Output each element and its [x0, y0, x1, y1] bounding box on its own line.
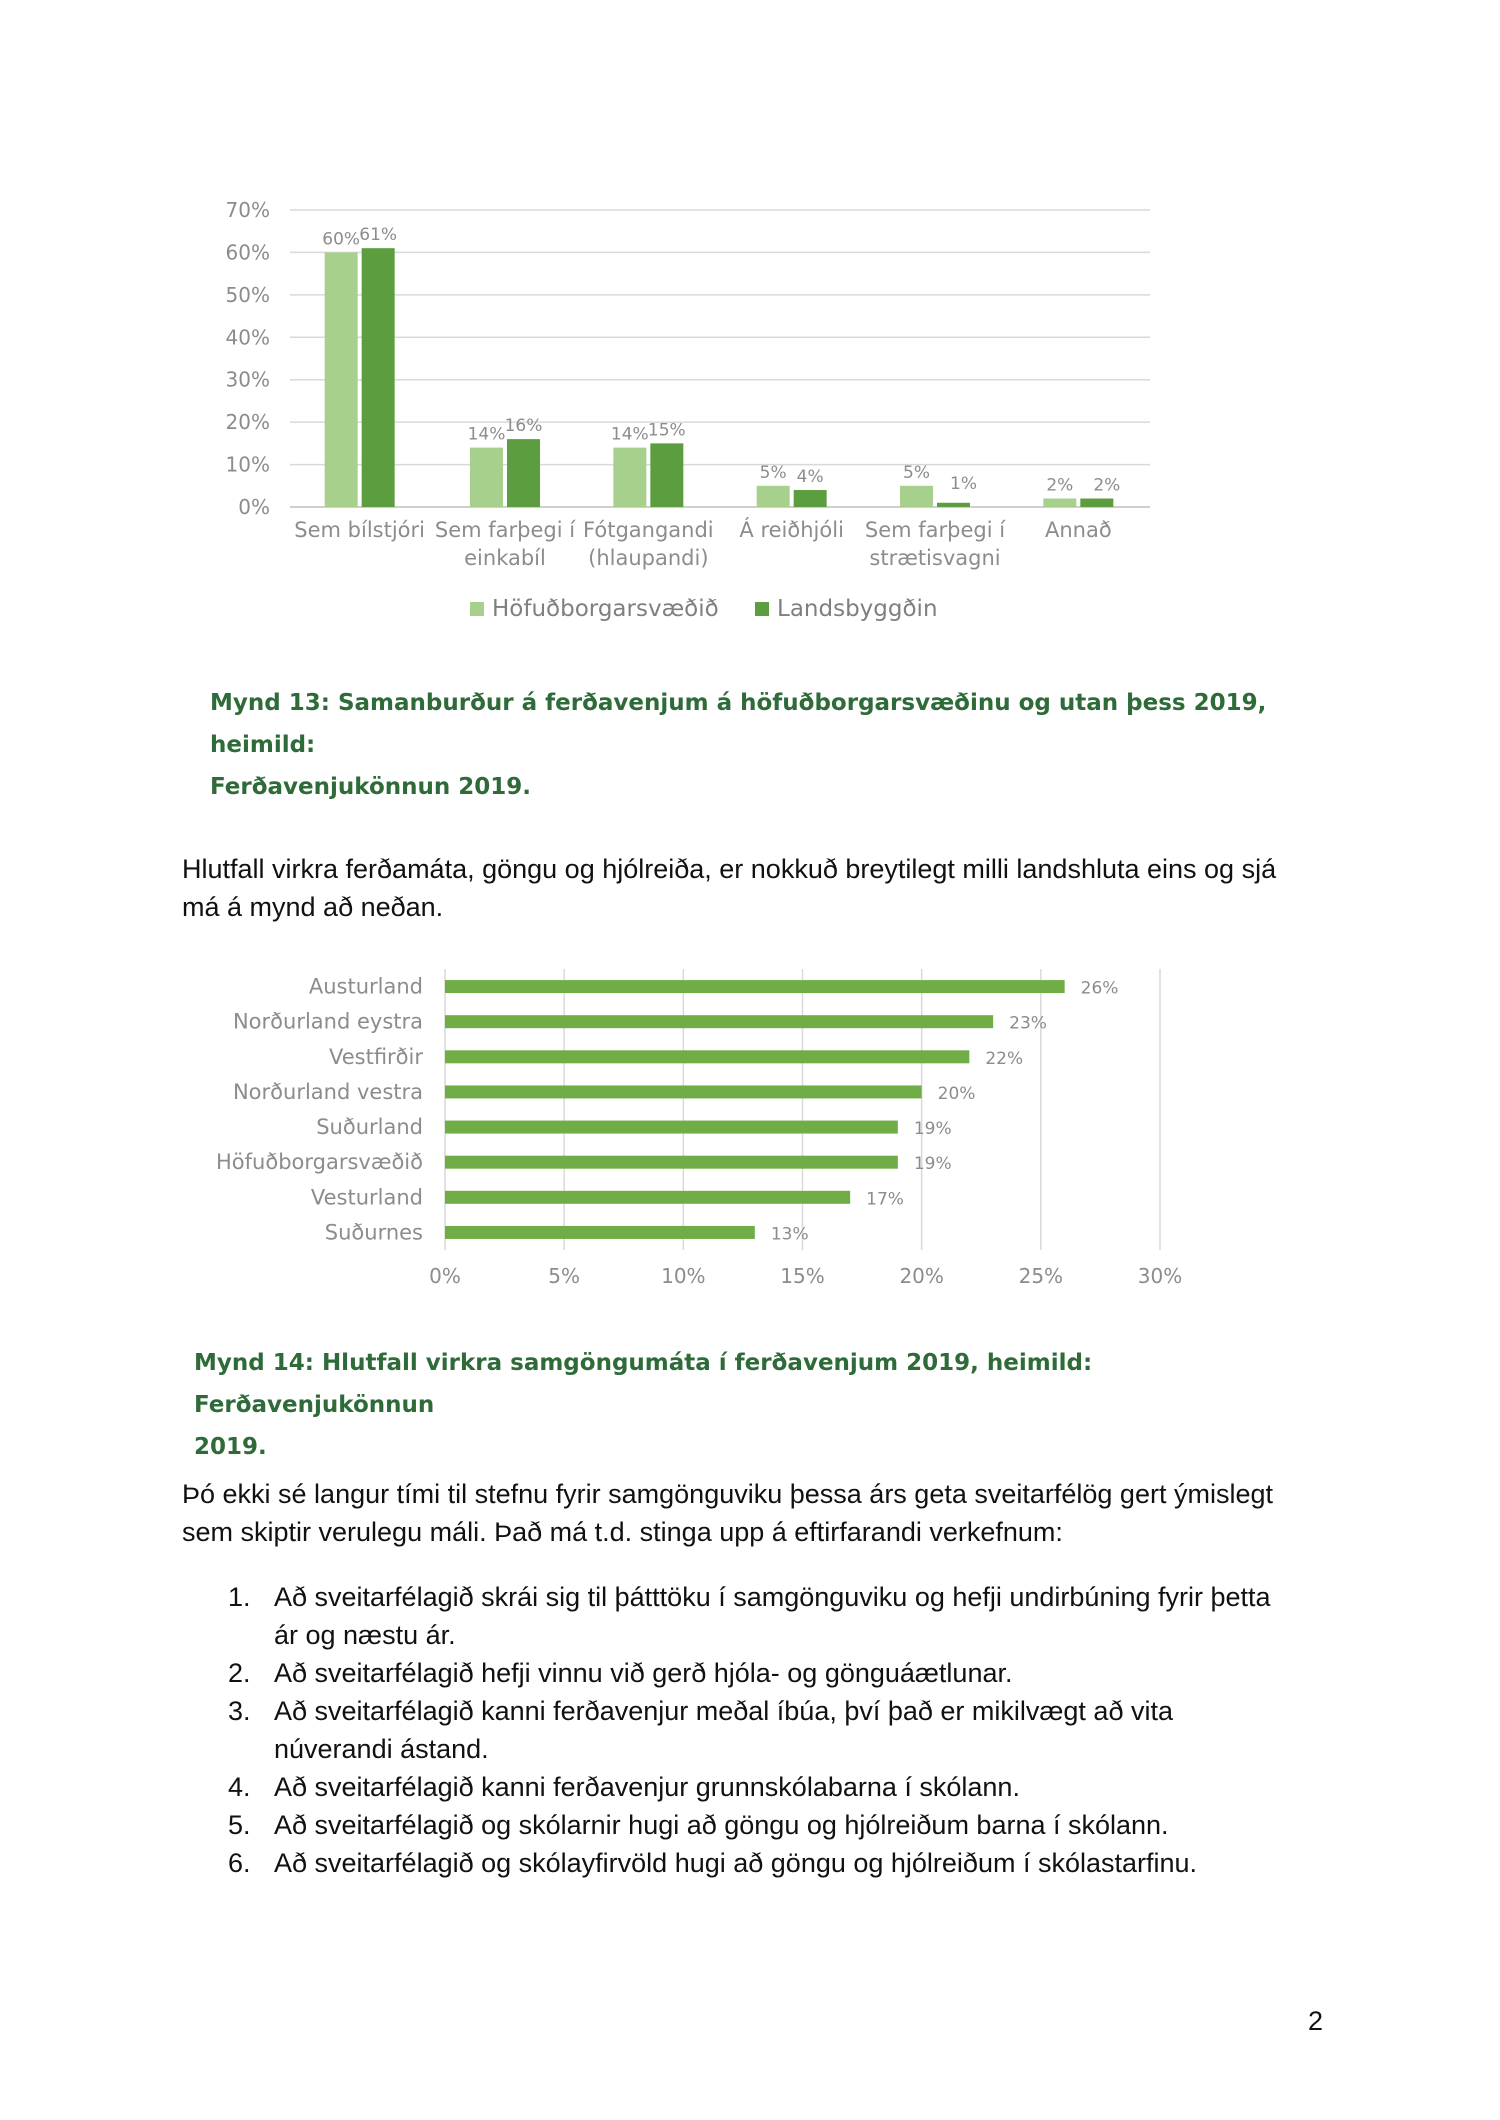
- list-item: [182, 1578, 1332, 1654]
- list-number: 3.: [228, 1696, 251, 1726]
- bar: [445, 1050, 969, 1063]
- y-tick-label: Suðurland: [316, 1115, 423, 1140]
- data-label: 61%: [359, 225, 398, 246]
- legend-swatch: [470, 602, 484, 616]
- paragraph-line: Þó ekki sé langur tími til stefnu fyrir samgönguviku þessa árs geta sveitarfélög gert ýmislegt: [182, 1479, 1273, 1509]
- x-tick-label: einkabíl: [464, 546, 546, 570]
- caption-line: Mynd 14: Hlutfall virkra samgöngumáta í ferðavenjum 2019, heimild: Ferðavenjukönnun: [194, 1350, 1093, 1418]
- data-label: 60%: [322, 229, 361, 250]
- bar: [445, 980, 1065, 993]
- figure-14-caption: [194, 1342, 1294, 1468]
- bar: [445, 1121, 898, 1134]
- x-tick-label: Fótgangandi: [583, 518, 714, 542]
- paragraph-line: sem skiptir verulegu máli. Það má t.d. stinga upp á eftirfarandi verkefnum:: [182, 1517, 1063, 1547]
- list-item: [182, 1844, 1332, 1882]
- y-tick-label: Vestfirðir: [328, 1044, 423, 1069]
- caption-line: 2019.: [194, 1434, 267, 1460]
- bar: [757, 486, 790, 507]
- x-tick-label: 25%: [1018, 1264, 1064, 1288]
- list-item: [182, 1654, 1332, 1692]
- y-tick-label: Höfuðborgarsvæðið: [216, 1150, 423, 1175]
- list-item-text: Að sveitarfélagið og skólarnir hugi að göngu og hjólreiðum barna í skólann.: [274, 1810, 1169, 1840]
- x-tick-label: 5%: [548, 1264, 581, 1288]
- bar: [470, 448, 503, 507]
- data-label: 20%: [937, 1083, 976, 1104]
- data-label: 19%: [913, 1154, 952, 1175]
- paragraph-active-travel: [182, 850, 1332, 926]
- bar: [445, 1085, 922, 1098]
- paragraph-line: má á mynd að neðan.: [182, 892, 444, 922]
- bar: [445, 1191, 850, 1204]
- task-list: [182, 1578, 1332, 1882]
- y-tick-label: Suðurnes: [324, 1220, 423, 1245]
- list-item-text: ár og næstu ár.: [274, 1620, 456, 1650]
- y-tick-label: 70%: [225, 198, 270, 222]
- data-label: 22%: [985, 1048, 1024, 1069]
- y-tick-label: Norðurland vestra: [232, 1079, 423, 1104]
- caption-line: Mynd 13: Samanburður á ferðavenjum á höfuðborgarsvæðinu og utan þess 2019, heimild:: [210, 690, 1267, 758]
- data-label: 2%: [1046, 475, 1074, 496]
- list-number: 2.: [228, 1658, 251, 1688]
- data-label: 23%: [1009, 1013, 1047, 1034]
- bar: [1043, 499, 1076, 507]
- y-tick-label: Norðurland eystra: [232, 1009, 423, 1034]
- list-number: 5.: [228, 1810, 251, 1840]
- data-label: 15%: [647, 420, 686, 441]
- figure-13-caption: [210, 682, 1310, 808]
- list-item: [182, 1692, 1332, 1768]
- x-tick-label: 10%: [661, 1264, 706, 1288]
- x-tick-label: strætisvagni: [869, 546, 1001, 570]
- y-tick-label: 50%: [225, 282, 270, 307]
- x-tick-label: (hlaupandi): [588, 546, 709, 570]
- data-label: 5%: [759, 462, 787, 483]
- list-number: 4.: [228, 1772, 251, 1802]
- data-label: 14%: [467, 424, 506, 445]
- data-label: 13%: [770, 1224, 809, 1245]
- x-tick-label: 0%: [429, 1264, 461, 1288]
- list-item: [182, 1806, 1332, 1844]
- paragraph-mobility-week: [182, 1475, 1332, 1551]
- bar: [325, 252, 358, 507]
- y-tick-label: Vesturland: [310, 1185, 423, 1210]
- data-label: 19%: [913, 1119, 952, 1140]
- bar: [445, 1156, 898, 1169]
- y-tick-label: 20%: [225, 410, 270, 435]
- y-tick-label: Austurland: [308, 974, 423, 999]
- bar: [507, 439, 540, 507]
- y-tick-label: 30%: [225, 367, 270, 392]
- x-tick-label: 15%: [780, 1264, 825, 1288]
- x-tick-label: 30%: [1137, 1264, 1183, 1288]
- list-item-text: núverandi ástand.: [274, 1734, 489, 1764]
- list-number: 6.: [228, 1848, 251, 1878]
- list-number: 1.: [228, 1582, 251, 1612]
- data-label: 5%: [903, 462, 930, 483]
- bar: [445, 1226, 755, 1239]
- bar: [613, 448, 646, 507]
- list-item: [182, 1768, 1332, 1806]
- y-tick-label: 10%: [225, 452, 270, 477]
- y-tick-label: 60%: [225, 240, 270, 265]
- data-label: 1%: [950, 473, 977, 494]
- list-item-text: Að sveitarfélagið kanni ferðavenjur grunnskólabarna í skólann.: [274, 1772, 1020, 1802]
- chart-travel-habits-comparison: [0, 180, 1500, 650]
- x-tick-label: Sem farþegi í: [864, 518, 1006, 542]
- list-item-text: Að sveitarfélagið og skólayfirvöld hugi að göngu og hjólreiðum í skólastarfinu.: [274, 1848, 1198, 1878]
- bar: [937, 503, 970, 507]
- legend-label: Landsbyggðin: [777, 596, 938, 622]
- page-number: 2: [1308, 2006, 1324, 2036]
- bar: [1080, 499, 1113, 507]
- bar: [900, 486, 933, 507]
- y-tick-label: 0%: [238, 495, 270, 519]
- x-tick-label: Á reiðhjóli: [739, 518, 844, 542]
- x-tick-label: Sem farþegi í: [434, 518, 576, 542]
- y-tick-label: 40%: [225, 325, 270, 350]
- data-label: 17%: [866, 1189, 904, 1210]
- paragraph-line: Hlutfall virkra ferðamáta, göngu og hjólreiða, er nokkuð breytilegt milli landshluta eins og sjá: [182, 854, 1277, 884]
- list-item-text: Að sveitarfélagið kanni ferðavenjur meðal íbúa, því það er mikilvægt að vita: [274, 1696, 1173, 1726]
- caption-line: Ferðavenjukönnun 2019.: [210, 774, 532, 800]
- bar: [650, 443, 683, 507]
- x-tick-label: Annað: [1044, 518, 1112, 542]
- legend-label: Höfuðborgarsvæðið: [492, 596, 719, 622]
- chart-active-travel-by-region: [0, 955, 1500, 1305]
- bar: [362, 248, 395, 507]
- data-label: 14%: [610, 424, 649, 445]
- data-label: 26%: [1080, 978, 1119, 999]
- bar: [794, 490, 827, 507]
- legend-swatch: [755, 602, 769, 616]
- x-tick-label: Sem bílstjóri: [294, 518, 426, 542]
- list-item-text: Að sveitarfélagið skrái sig til þátttöku í samgönguviku og hefji undirbúning fyrir þetta: [274, 1582, 1271, 1612]
- x-tick-label: 20%: [899, 1264, 944, 1288]
- data-label: 16%: [504, 416, 543, 437]
- list-item-text: Að sveitarfélagið hefji vinnu við gerð hjóla- og gönguáætlunar.: [274, 1658, 1013, 1688]
- bar: [445, 1015, 993, 1028]
- data-label: 2%: [1093, 475, 1121, 496]
- data-label: 4%: [796, 467, 824, 488]
